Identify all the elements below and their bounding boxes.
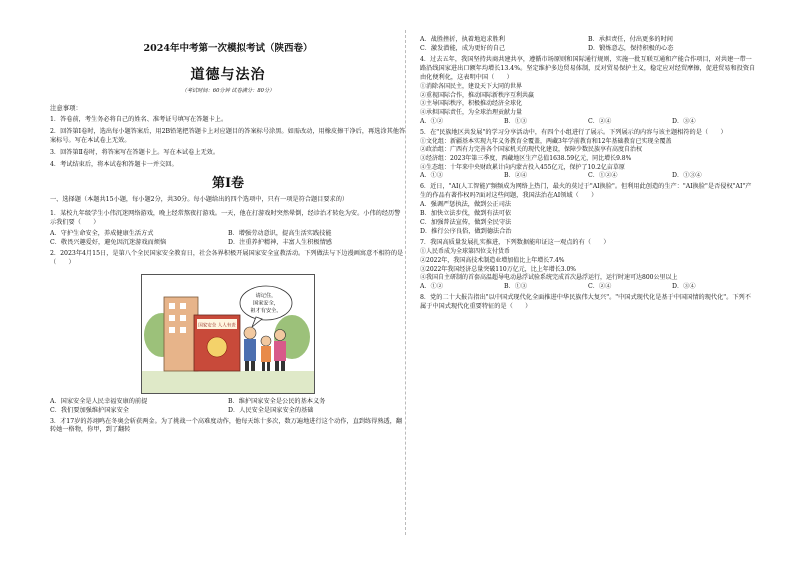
statement: ②政治组：广西有力完善各个国家机关的现代化建设，保障少数民族享有高度自治权 <box>420 146 643 154</box>
question-1-stem: 1．某校九年级学生小伟沉迷网络游戏，晚上经常熬夜打游戏。一天，他在打游戏时突然晕倒，经诊治才转危为安。小伟的经历警示我们要（ ） <box>50 209 401 226</box>
option: D．③④ <box>672 117 696 125</box>
option: A．国家安全是人民幸福安康的前提 <box>50 397 148 405</box>
bubble-line: 祖才有安全。 <box>250 307 282 314</box>
option: A．①② <box>420 117 444 125</box>
notice-item: 4．考试结束后，将本试卷和答题卡一并交回。 <box>50 160 178 168</box>
section-instruction: 一、选择题（本题共15小题，每小题2分，共30分。每小题给出的四个选项中，只有一项是符合题目要求的） <box>50 195 349 203</box>
bubble-line: 国家安全， <box>253 300 279 307</box>
question-5-options <box>420 172 756 181</box>
statement: ②2022年，我国高技术制造业增加值比上年增长7.4% <box>420 256 565 264</box>
option: A．强调严惩执法，做到公正司法 <box>420 201 512 209</box>
statement: ①文化组：新疆基本实现九年义务教育全覆盖，两藏3年学前教育和12年基础教育已实现全覆盖 <box>420 137 672 145</box>
cartoon-illustration <box>142 275 314 393</box>
subject-title: 道德与法治 <box>190 66 266 83</box>
statement: ③经济组：2023年第三季度，西藏地区生产总值1638.59亿元，同比增长9.8% <box>420 155 632 163</box>
option: B．①③ <box>504 117 528 125</box>
exam-info: （考试时间：60分钟 试卷满分：80分） <box>181 88 275 95</box>
question-8-stem: 8．党的二十大报告指出"以中国式现代化全面推进中华民族伟大复兴"。"中国式现代化是基于中国国情的现代化"。下列不属于中国式现代化重要特征的是（ ） <box>420 294 751 310</box>
option: D．注重养护精神，丰富人生积极情感 <box>228 238 332 246</box>
option: D．推行公序良俗，做到德法合治 <box>420 228 512 236</box>
statement: ①人民币成为全球第四位支付货币 <box>420 248 511 256</box>
option: B．加快立法步伐，做到有法可依 <box>420 210 512 218</box>
question-2-stem: 2．2023年4月15日，是第八个全民国家安全教育日，社会各界积极开展国家安全宣教活动。下列做法与下边漫画寓意不相符的是（ ） <box>50 249 404 266</box>
question-7-stem: 7．我国高质量发展扎实推进，下列数据能印证这一观点的有（ ） <box>420 239 610 247</box>
section-roman: 第Ⅰ卷 <box>211 175 245 191</box>
statement: ④我国自主研制的首套高温超导电动悬浮试验系统完成首次悬浮运行，运行时速可达800公里以上 <box>420 274 678 282</box>
statement: ④生态组：十年来中央财政累计向内蒙古投入455亿元，保护了10.2亿亩草原 <box>420 163 625 171</box>
notice-heading: 注意事项： <box>50 103 82 112</box>
option: C．②④ <box>588 283 612 291</box>
notice-item: 1．答卷前，考生务必将自己的姓名、准考证号填写在答题卡上。 <box>50 115 228 123</box>
question-3-options <box>420 36 756 54</box>
question-2-options <box>50 398 406 416</box>
option: C．②④ <box>588 117 612 125</box>
option: C．加强普法宣传，做到全民守法 <box>420 219 512 227</box>
statement: ②重视国际合作，推动国际新秩序互利共赢 <box>420 91 535 99</box>
option: A．守护生命安全，养成健康生活方式 <box>50 229 154 237</box>
option: A．①③ <box>420 172 444 180</box>
notice-item: 2．回答第Ⅰ卷时，选出每小题答案后，用2B铅笔把答题卡上对应题目的答案标号涂黑。如需改动，用橡皮擦干净后，再选涂其他答案标号。写在本试卷上无效。 <box>50 127 406 144</box>
option: C．①②④ <box>588 172 618 180</box>
bubble-line: 请记住， <box>255 292 277 299</box>
option: D．③④ <box>672 283 696 291</box>
option: B．①③ <box>504 283 528 291</box>
statement: ③主导国际秩序，积极推动经济全球化 <box>420 100 523 108</box>
option: A．战胜挫折，执着地追求胜利 <box>420 36 505 43</box>
statement: ④承担国际责任，为全球治理贡献力量 <box>420 108 523 116</box>
cartoon-image <box>141 274 315 394</box>
option: D．锻炼意志，保持积极的心态 <box>588 44 674 52</box>
sign-text: 国家安全 人人有责 <box>198 323 236 329</box>
statement: ③2022年我国经济总量突破110万亿元，比上年增长3.0% <box>420 265 576 273</box>
left-column <box>50 36 406 435</box>
question-5-stem: 5．在"民族地区共发展"的学习分享活动中，有四个小组进行了展示。下列展示的内容与该主题相符的是（ ） <box>420 128 727 136</box>
option: B．②④ <box>504 172 528 180</box>
option: B．增强劳动意识，提高生活实践技能 <box>228 229 332 237</box>
option: B．承担责任，付出更多的时间 <box>588 36 673 43</box>
question-3-stem: 3．才17岁的苏翊鸣在冬奥会斩获两金。为了挑战一个高难度动作，他每天练十多次，数万遍地进行这个动作，直到练得熟透，翻转她一格物，你甲，到了翻转 <box>50 417 403 434</box>
option: C．我们要加强维护国家安全 <box>50 406 129 414</box>
notice-item: 3．回答第Ⅱ卷时，将答案写在答题卡上。写在本试卷上无效。 <box>50 148 220 156</box>
exam-title: 2024年中考第一次模拟考试（陕西卷） <box>143 43 313 54</box>
right-column <box>420 36 756 312</box>
option: A．①② <box>420 283 444 291</box>
question-7-options <box>420 283 756 292</box>
option: C．敬畏兴趣爱好，避免因沉迷游戏而烦恼 <box>50 238 167 246</box>
statement: ①消除各国民主，建设天下大同的世界 <box>420 82 523 90</box>
question-4-options <box>420 118 756 127</box>
option: D．①③④ <box>672 172 702 180</box>
option: B．维护国家安全是公民的基本义务 <box>228 397 326 405</box>
option: C．激发潜能，成为更好的自己 <box>420 44 506 52</box>
question-1-options <box>50 230 406 248</box>
option: D．人民安全是国家安全的基础 <box>228 406 314 414</box>
question-6-stem: 6．近日，"AI(人工智能)"频频成为网络上热门，最火的莫过于"AI换脸"。但利用此创造的生产："AI换脸"是否侵权"AI"产生的作品有著作权吗?面对这些问题，我国法治在AI领域（ ） <box>420 183 752 200</box>
question-4-stem: 4．过去五年，我国坚持共商共建共享，遵循市场原则和国际通行规则，实施一批互联互通和产能合作项目，对共建一带一路沿线国家进出口额年均增长13.4%。坚定维护多边贸易体制，反对贸易保护主义，稳定应对经贸摩擦，促进贸易和投资自由化便利化，这表明中国（ ） <box>420 55 756 81</box>
